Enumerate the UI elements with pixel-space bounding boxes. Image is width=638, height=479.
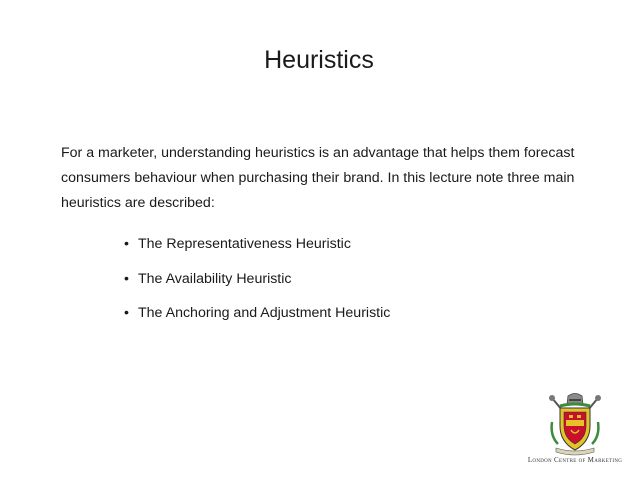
heuristics-list — [124, 234, 390, 338]
list-item — [124, 269, 390, 289]
list-item — [124, 234, 390, 254]
logo — [526, 392, 624, 474]
list-item-text: The Representativeness Heuristic — [138, 236, 351, 252]
bullet-icon: • — [124, 305, 129, 321]
slide-title: Heuristics — [264, 46, 374, 74]
list-item-text: The Anchoring and Adjustment Heuristic — [138, 305, 391, 321]
bullet-icon: • — [124, 270, 129, 287]
intro-paragraph: For a marketer, understanding heuristics is an advantage that helps them forecast consumers behaviour when purchasing their brand. In this lecture note three main heuristics are described: — [61, 145, 575, 211]
list-item-text: The Availability Heuristic — [138, 270, 292, 287]
logo-text: London Centre of Marketing — [527, 456, 623, 464]
list-item — [124, 303, 390, 323]
bullet-icon: • — [124, 236, 129, 252]
crest-shield-icon — [546, 392, 604, 456]
